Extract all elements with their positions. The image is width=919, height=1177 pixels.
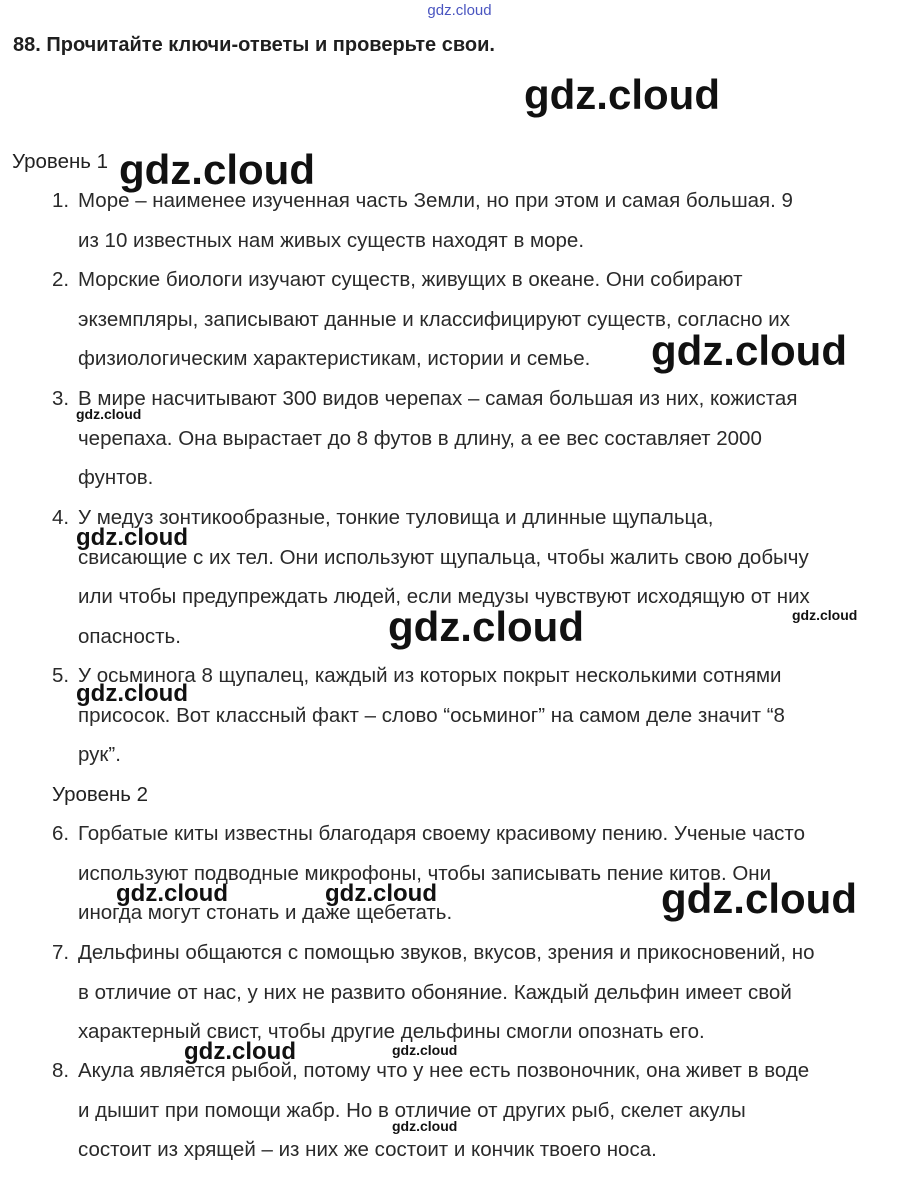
watermark: gdz.cloud — [651, 327, 847, 374]
watermark: gdz.cloud — [76, 680, 188, 707]
answer-item-5 — [52, 656, 906, 775]
watermark: gdz.cloud — [184, 1038, 296, 1065]
watermark: gdz.cloud — [661, 875, 857, 922]
item-line: Море – наименее изученная часть Земли, но при этом и самая большая. 9 — [78, 189, 793, 212]
item-line: характерный свист, чтобы другие дельфины смогли опознать его. — [78, 1020, 705, 1043]
watermark: gdz.cloud — [76, 524, 188, 551]
item-number: 3. — [52, 387, 70, 410]
item-line: из 10 известных нам живых существ находят в море. — [78, 228, 585, 252]
item-line: состоит из хрящей – из них же состоит и кончик твоего носа. — [78, 1138, 657, 1161]
item-line: свисающие с их тел. Они используют щупальца, чтобы жалить свою добычу — [78, 545, 809, 569]
item-line: Дельфины общаются с помощью звуков, вкусов, зрения и прикосновений, но — [78, 941, 815, 964]
item-line: Акула является рыбой, потому что у нее есть позвоночник, она живет в воде — [78, 1059, 810, 1082]
watermark: gdz.cloud — [116, 880, 228, 907]
watermark: gdz.cloud — [388, 603, 584, 650]
watermark: gdz.cloud — [119, 146, 315, 193]
item-line: рук”. — [78, 743, 121, 766]
item-line: фунтов. — [78, 466, 154, 489]
item-number: 6. — [52, 822, 70, 845]
item-line: черепаха. Она вырастает до 8 футов в длину, а ее вес составляет 2000 — [78, 426, 762, 450]
item-number: 8. — [52, 1059, 70, 1082]
answer-item-8 — [52, 1051, 906, 1170]
item-line: в отличие от нас, у них не развито обоняние. Каждый дельфин имеет свой — [78, 980, 792, 1004]
answer-item-7 — [52, 933, 906, 1052]
item-number: 4. — [52, 506, 70, 529]
item-number: 5. — [52, 664, 70, 687]
level-1-label: Уровень 1 — [12, 150, 109, 173]
item-number: 1. — [52, 189, 70, 212]
watermark: gdz.cloud — [325, 880, 437, 907]
answer-item-3 — [52, 379, 906, 498]
item-line: В мире насчитывают 300 видов черепах – самая большая из них, кожистая — [78, 387, 798, 410]
item-line: Морские биологи изучают существ, живущих в океане. Они собирают — [78, 268, 743, 291]
watermark: gdz.cloud — [792, 607, 858, 623]
level-2-label: Уровень 2 — [52, 783, 149, 806]
item-line: или чтобы предупреждать людей, если медузы чувствуют исходящую от них — [78, 585, 810, 608]
item-number: 2. — [52, 268, 70, 291]
item-line: и дышит при помощи жабр. Но в отличие от других рыб, скелет акулы — [78, 1098, 746, 1122]
watermark: gdz.cloud — [76, 406, 142, 422]
watermark: gdz.cloud — [392, 1118, 458, 1134]
item-line: используют подводные микрофоны, чтобы записывать пение китов. Они — [78, 861, 772, 885]
item-line: экземпляры, записывают данные и классифицируют существ, согласно их — [78, 307, 790, 331]
exercise-heading: 88. Прочитайте ключи-ответы и проверьте свои. — [13, 34, 495, 56]
item-line: физиологическим характеристикам, истории и семье. — [78, 347, 591, 370]
item-line: У медуз зонтикообразные, тонкие туловища и длинные щупальца, — [78, 506, 714, 529]
item-number: 7. — [52, 941, 70, 964]
watermark: gdz.cloud — [392, 1042, 458, 1058]
item-line: Горбатые киты известны благодаря своему красивому пению. Ученые часто — [78, 822, 805, 845]
item-line: иногда могут стонать и даже щебетать. — [78, 901, 453, 924]
watermark: gdz.cloud — [524, 71, 720, 118]
item-line: опасность. — [78, 624, 181, 648]
item-line: У осьминога 8 щупалец, каждый из которых покрыт несколькими сотнями — [78, 664, 782, 687]
item-line: присосок. Вот классный факт – слово “осьминог” на самом деле значит “8 — [78, 703, 785, 727]
top-watermark: gdz.cloud — [427, 2, 492, 19]
